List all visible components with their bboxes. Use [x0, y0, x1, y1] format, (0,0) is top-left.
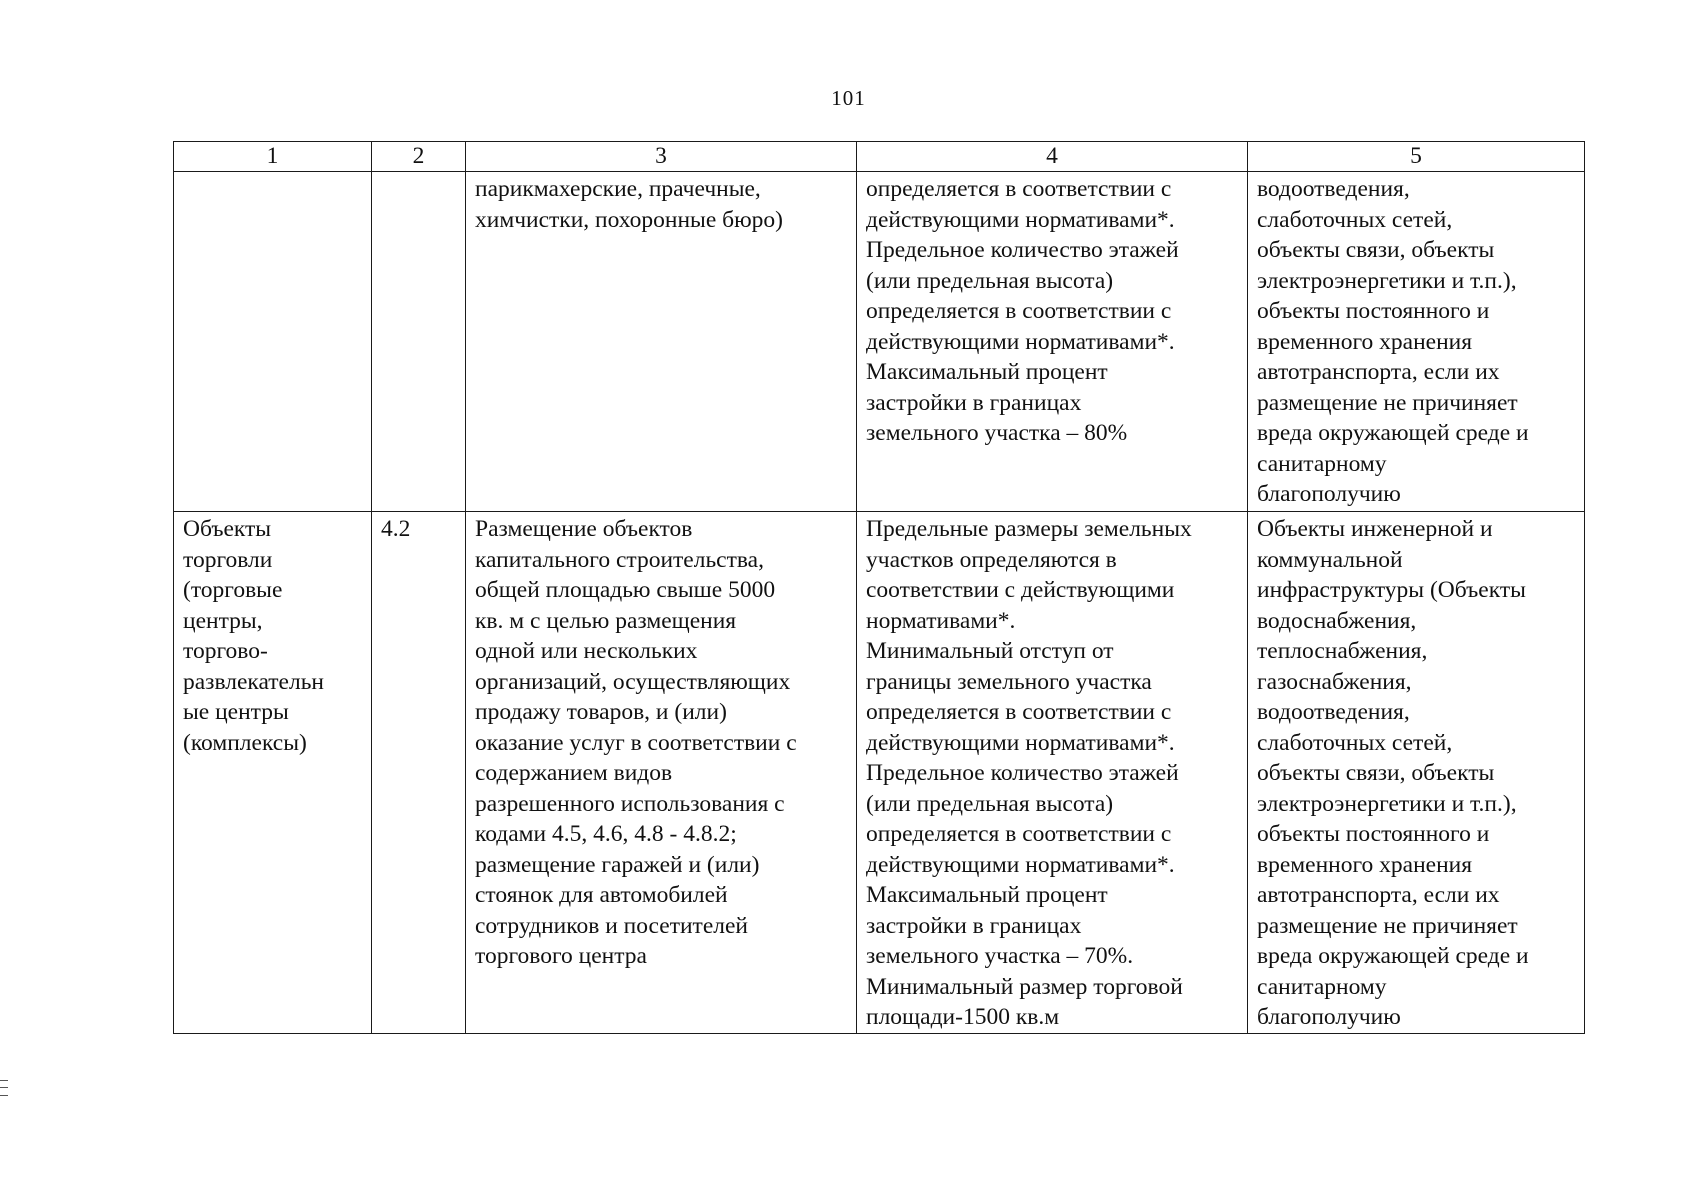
- cell-auxiliary-uses: [1248, 172, 1585, 512]
- cell-line: автотранспорта, если их: [1257, 359, 1500, 385]
- cell-line: торгового центра: [475, 943, 647, 969]
- cell-line: объекты связи, объекты: [1257, 760, 1495, 786]
- cell-line: земельного участка – 70%.: [866, 943, 1134, 969]
- cell-line: сотрудников и посетителей: [475, 912, 748, 939]
- cell-line: кв. м с целью размещения: [475, 607, 737, 634]
- cell-line: теплоснабжения,: [1257, 638, 1428, 664]
- header-col-1: 1: [174, 142, 372, 172]
- cell-description: [466, 512, 857, 1034]
- cell-line: площади-1500 кв.м: [866, 1004, 1060, 1030]
- cell-line: кодами 4.5, 4.6, 4.8 - 4.8.2;: [475, 821, 737, 847]
- cell-line: капитального строительства,: [475, 546, 764, 573]
- cell-line: временного хранения: [1257, 851, 1473, 878]
- cell-line: Минимальный размер торговой: [866, 973, 1183, 1000]
- cell-line: Максимальный процент: [866, 882, 1108, 908]
- cell-line: размещение гаражей и (или): [475, 851, 760, 878]
- cell-line: застройки в границах: [866, 389, 1082, 416]
- cell-line: действующими нормативами*.: [866, 851, 1175, 878]
- cell-parameters: [857, 172, 1248, 512]
- cell-line: продажу товаров, и (или): [475, 699, 727, 725]
- cell-code: [372, 512, 466, 1034]
- cell-description: [466, 172, 857, 512]
- cell-line: (или предельная высота): [866, 790, 1114, 817]
- page-number: 101: [831, 86, 866, 110]
- cell-line: Объекты: [183, 516, 272, 542]
- cell-line: стоянок для автомобилей: [475, 882, 728, 908]
- cell-line: электроэнергетики и т.п.),: [1257, 790, 1517, 817]
- cell-line: ые центры: [183, 699, 289, 725]
- table-row: [174, 512, 1585, 1034]
- regulations-table: [173, 141, 1585, 1034]
- cell-line: разрешенного использования с: [475, 790, 785, 817]
- cell-line: (торговые: [183, 577, 283, 603]
- cell-line: водоотведения,: [1257, 699, 1410, 725]
- cell-line: организаций, осуществляющих: [475, 668, 791, 695]
- cell-line: Размещение объектов: [475, 516, 693, 542]
- cell-code: [372, 172, 466, 512]
- cell-line: соответствии с действующими: [866, 577, 1175, 603]
- cell-use-type: [174, 512, 372, 1034]
- header-col-3: 3: [466, 142, 857, 172]
- cell-line: размещение не причиняет: [1257, 389, 1518, 416]
- cell-line: химчистки, похоронные бюро): [475, 206, 783, 233]
- cell-line: объекты связи, объекты: [1257, 237, 1495, 263]
- cell-line: одной или нескольких: [475, 638, 698, 664]
- cell-line: парикмахерские, прачечные,: [475, 176, 761, 202]
- cell-line: земельного участка – 80%: [866, 420, 1128, 446]
- cell-parameters: [857, 512, 1248, 1034]
- cell-line: Предельное количество этажей: [866, 237, 1179, 263]
- cell-line: водоснабжения,: [1257, 607, 1417, 634]
- header-col-5: 5: [1248, 142, 1585, 172]
- header-col-2: 2: [372, 142, 466, 172]
- cell-line: 4.2: [381, 516, 411, 542]
- cell-line: размещение не причиняет: [1257, 912, 1518, 939]
- cell-line: благополучию: [1257, 1004, 1401, 1030]
- cell-line: (комплексы): [183, 729, 307, 756]
- cell-auxiliary-uses: [1248, 512, 1585, 1034]
- cell-line: (или предельная высота): [866, 267, 1114, 294]
- cell-line: санитарному: [1257, 450, 1387, 477]
- cell-line: нормативами*.: [866, 607, 1016, 634]
- cell-line: действующими нормативами*.: [866, 206, 1175, 233]
- cell-line: торговли: [183, 546, 273, 573]
- cell-line: санитарному: [1257, 973, 1387, 1000]
- cell-line: определяется в соответствии с: [866, 699, 1172, 725]
- cell-line: определяется в соответствии с: [866, 176, 1172, 202]
- cell-use-type: [174, 172, 372, 512]
- cell-line: определяется в соответствии с: [866, 298, 1172, 324]
- cell-line: оказание услуг в соответствии с: [475, 729, 797, 756]
- cell-line: вреда окружающей среде и: [1257, 420, 1529, 446]
- cell-line: объекты постоянного и: [1257, 298, 1490, 324]
- cell-line: границы земельного участка: [866, 668, 1152, 695]
- cell-line: действующими нормативами*.: [866, 328, 1175, 355]
- table-row: [174, 172, 1585, 512]
- margin-mark: [0, 1080, 8, 1096]
- cell-line: водоотведения,: [1257, 176, 1410, 202]
- cell-line: Минимальный отступ от: [866, 638, 1114, 664]
- cell-line: слаботочных сетей,: [1257, 729, 1453, 756]
- header-row: [174, 142, 1585, 172]
- cell-line: коммунальной: [1257, 546, 1403, 573]
- cell-line: общей площадью свыше 5000: [475, 577, 776, 603]
- cell-line: торгово-: [183, 638, 268, 664]
- cell-line: вреда окружающей среде и: [1257, 943, 1529, 969]
- cell-line: центры,: [183, 607, 263, 634]
- cell-line: Предельные размеры земельных: [866, 516, 1192, 542]
- cell-line: Объекты инженерной и: [1257, 516, 1493, 542]
- cell-line: газоснабжения,: [1257, 668, 1412, 695]
- cell-line: инфраструктуры (Объекты: [1257, 577, 1526, 603]
- cell-line: Предельное количество этажей: [866, 760, 1179, 786]
- cell-line: застройки в границах: [866, 912, 1082, 939]
- cell-line: временного хранения: [1257, 328, 1473, 355]
- cell-line: электроэнергетики и т.п.),: [1257, 267, 1517, 294]
- cell-line: автотранспорта, если их: [1257, 882, 1500, 908]
- header-col-4: 4: [857, 142, 1248, 172]
- cell-line: слаботочных сетей,: [1257, 206, 1453, 233]
- cell-line: объекты постоянного и: [1257, 821, 1490, 847]
- cell-line: развлекательн: [183, 668, 325, 695]
- cell-line: Максимальный процент: [866, 359, 1108, 385]
- cell-line: содержанием видов: [475, 760, 673, 786]
- cell-line: определяется в соответствии с: [866, 821, 1172, 847]
- cell-line: благополучию: [1257, 481, 1401, 507]
- cell-line: участков определяются в: [866, 546, 1117, 573]
- cell-line: действующими нормативами*.: [866, 729, 1175, 756]
